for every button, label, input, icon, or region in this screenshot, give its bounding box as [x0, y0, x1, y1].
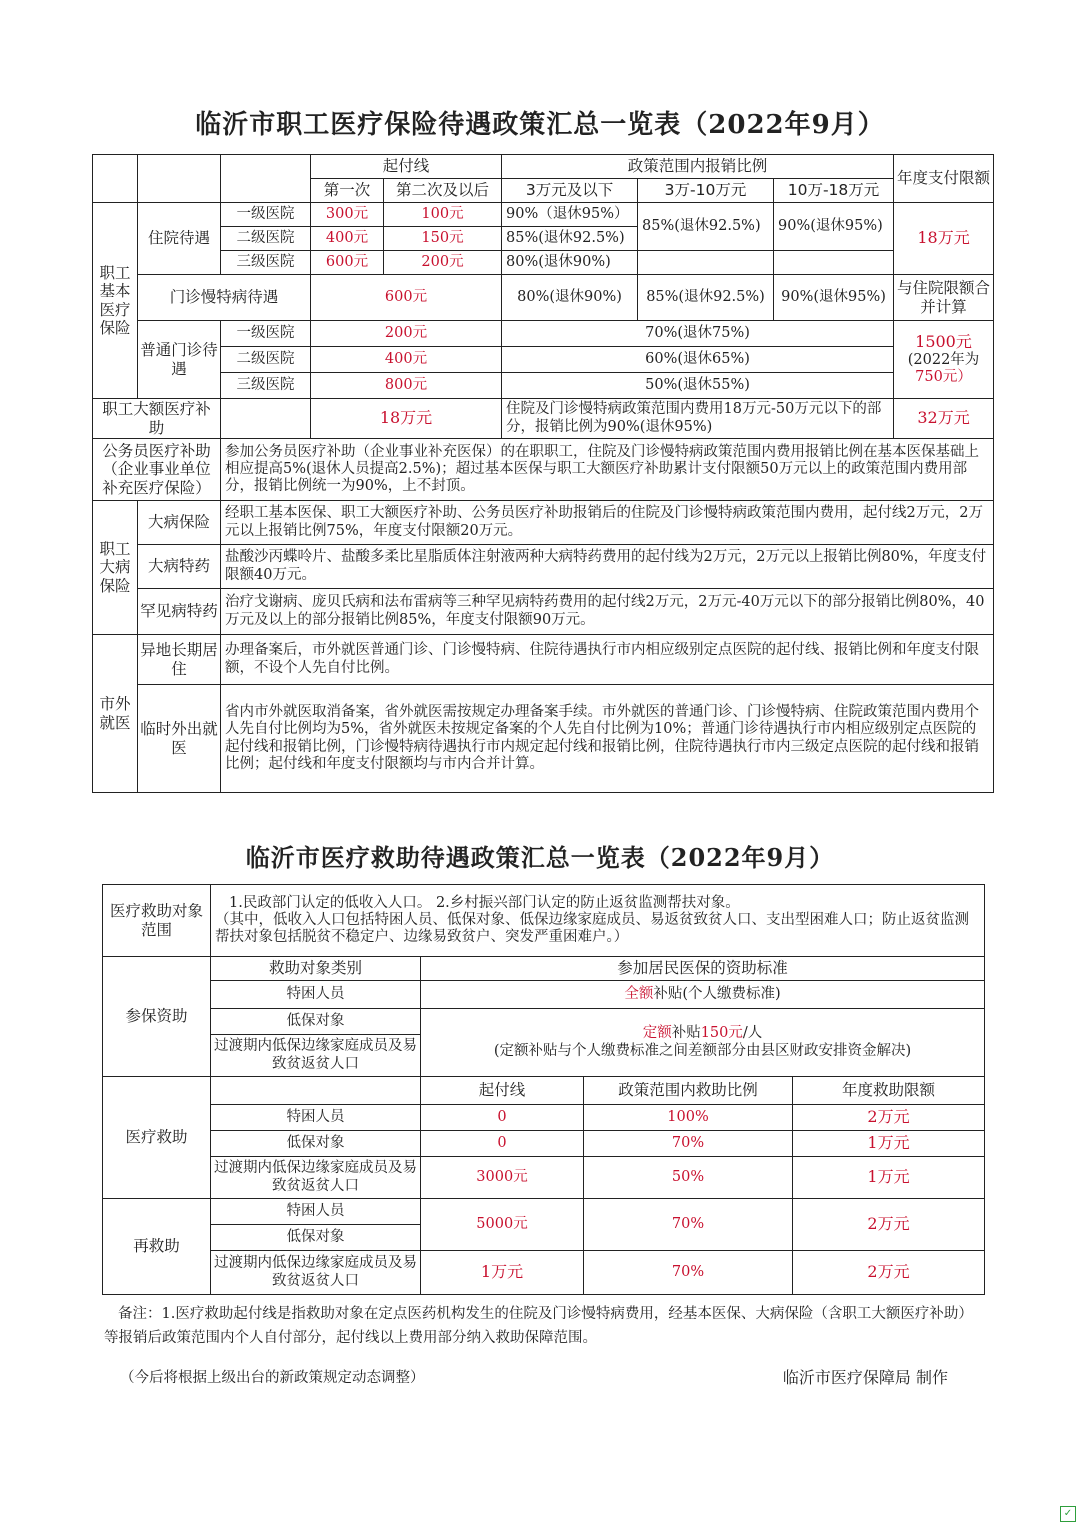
table1-title: 临沂市职工医疗保险待遇政策汇总一览表（2022年9月）: [195, 110, 885, 140]
employee-insurance-table: [92, 154, 994, 793]
large-aid-qifu: 18万元: [311, 399, 502, 439]
header-aid-standard: 参加居民医保的资助标准: [421, 957, 985, 981]
aid-scope-line-1: 1.民政部门认定的低收入人口。 2.乡村振兴部门认定的防止返贫监测帮扶对象。: [229, 894, 740, 911]
header-policy-ratio: 政策范围内报销比例: [502, 155, 894, 179]
header-qifu: 起付线: [311, 155, 502, 179]
hospital-level: 二级医院: [221, 347, 311, 373]
serious-insurance-label: 大病保险: [138, 501, 221, 545]
large-aid-label: 职工大额医疗补助: [93, 399, 221, 439]
empty-cell: [774, 251, 894, 275]
temporary-offsite-desc: 省内市外就医取消备案，省外就医需按规定办理备案手续。市外就医的普通门诊、门诊慢特病、住院政策范围内费用个人先自付比例均为5%，省外就医未按规定备案的个人先自付比例为10%；普通门诊待遇执行市内相应级别定点医院的起付线和报销比例，门诊慢特病待遇执行市内规定起付线和报销比例，住院待遇执行市内三级定点医院的起付线和报销比例；起付线和年度支付限额均与市内合并计算。: [221, 685, 994, 793]
inpatient-limit: 18万元: [894, 203, 994, 275]
category-tekun: 特困人员: [211, 1105, 421, 1131]
category-transition: 过渡期内低保边缘家庭成员及易致贫返贫人口: [211, 1251, 421, 1295]
header-blank: [221, 155, 311, 203]
category-dibao: 低保对象: [211, 1131, 421, 1157]
long-term-residence-desc: 办理备案后，市外就医普通门诊、门诊慢特病、住院待遇执行市内相应级别定点医院的起付线、报销比例和年度支付限额，不设个人先自付比例。: [221, 635, 994, 685]
outpatient-limit-value: 1500元: [915, 331, 972, 351]
inpatient-l1-first: 300元: [311, 203, 384, 227]
category-dibao: 低保对象: [211, 1225, 421, 1251]
table2-title: 临沂市医疗救助待遇政策汇总一览表（2022年9月）: [245, 843, 835, 872]
header-range-2: 3万-10万元: [638, 179, 774, 203]
large-aid-desc: 住院及门诊慢特病政策范围内费用18万元-50万元以下的部分，报销比例为90%(退休95%): [502, 399, 894, 439]
reaid-transition-limit: 2万元: [793, 1251, 985, 1295]
large-aid-limit: 32万元: [894, 399, 994, 439]
inpatient-l2-rate: 85%(退休92.5%): [502, 227, 638, 251]
aid-scope-label: 医疗救助对象范围: [103, 885, 211, 957]
insure-aid-label: 参保资助: [103, 957, 211, 1077]
civil-servant-desc: 参加公务员医疗补助（企业事业补充医保）的在职职工，住院及门诊慢特病政策范围内费用报销比例在基本医保基础上相应提高5%(退休人员提高2.5%)；超过基本医保与职工大额医疗补助累计支付限额50万元以上的政策范围内费用部分，报销比例统一为90%，上不封顶。: [221, 439, 994, 501]
header-first: 第一次: [311, 179, 384, 203]
aid-tekun-rate: 100%: [584, 1105, 793, 1131]
reaid-transition-rate: 70%: [584, 1251, 793, 1295]
aid-scope-line-2: （其中，低收入人口包括特困人员、低保对象、低保边缘家庭成员、易返贫致贫人口、支出型困难人口；防止返贫监测帮扶对象包括脱贫不稳定户、边缘易致贫户、突发严重困难户。）: [215, 911, 969, 946]
chronic-limit: 与住院限额合并计算: [894, 275, 994, 321]
chronic-label: 门诊慢特病待遇: [138, 275, 311, 321]
serious-insurance-desc: 经职工基本医保、职工大额医疗补助、公务员医疗补助报销后的住院及门诊慢特病政策范围内费用，起付线2万元，2万元以上报销比例75%，年度支付限额20万元。: [221, 501, 994, 545]
special-drug-desc: 盐酸沙丙蝶呤片、盐酸多柔比星脂质体注射液两种大病特药费用的起付线为2万元，2万元以上报销比例80%，年度支付限额40万元。: [221, 545, 994, 589]
inpatient-l2-second: 150元: [384, 227, 502, 251]
outpatient-l1-rate: 70%(退休75%): [502, 321, 894, 347]
category-tekun: 特困人员: [211, 1199, 421, 1225]
fixed-subsidy: 定额: [642, 1025, 672, 1042]
header-aid-qifu: 起付线: [421, 1077, 584, 1105]
empty-cell: [221, 399, 311, 439]
fixed-subsidy-note: (定额补贴与个人缴费标准之间差额部分由县区财政安排资金解决): [493, 1042, 912, 1059]
header-aid-limit: 年度救助限额: [793, 1077, 985, 1105]
corner-logo-icon: ✓: [1060, 1506, 1076, 1522]
long-term-residence-label: 异地长期居住: [138, 635, 221, 685]
reaid-12-limit: 2万元: [793, 1199, 985, 1251]
chronic-qifu: 600元: [311, 275, 502, 321]
outpatient-l1-qifu: 200元: [311, 321, 502, 347]
full-subsidy: 全额: [624, 985, 654, 1002]
serious-illness-label: 职工大病保险: [93, 501, 138, 635]
header-annual-limit: 年度支付限额: [894, 155, 994, 203]
aid-transition-qifu: 3000元: [421, 1157, 584, 1199]
aid-tekun-limit: 2万元: [793, 1105, 985, 1131]
special-drug-label: 大病特药: [138, 545, 221, 589]
header-blank: [138, 155, 221, 203]
header-aid-type: 救助对象类别: [211, 957, 421, 981]
chronic-rate-3: 90%(退休95%): [774, 275, 894, 321]
chronic-rate-1: 80%(退休90%): [502, 275, 638, 321]
policy-adjust-note: （今后将根据上级出台的新政策规定动态调整）: [120, 1370, 425, 1386]
inpatient-l3-rate: 80%(退休90%): [502, 251, 638, 275]
re-aid-label: 再救助: [103, 1199, 211, 1295]
outpatient-limit-note: (2022年为: [907, 351, 980, 368]
category-tekun: 特困人员: [211, 981, 421, 1009]
reaid-12-rate: 70%: [584, 1199, 793, 1251]
rare-disease-label: 罕见病特药: [138, 589, 221, 635]
inpatient-label: 住院待遇: [138, 203, 221, 275]
outpatient-l2-rate: 60%(退休65%): [502, 347, 894, 373]
hospital-level: 二级医院: [221, 227, 311, 251]
aid-scope-desc: [211, 885, 985, 957]
reaid-12-qifu: 5000元: [421, 1199, 584, 1251]
aid-dibao-limit: 1万元: [793, 1131, 985, 1157]
outpatient-l2-qifu: 400元: [311, 347, 502, 373]
header-second: 第二次及以后: [384, 179, 502, 203]
aid-dibao-rate: 70%: [584, 1131, 793, 1157]
aid-tekun-qifu: 0: [421, 1105, 584, 1131]
tekun-standard: [421, 981, 985, 1009]
category-transition: 过渡期内低保边缘家庭成员及易致贫返贫人口: [211, 1035, 421, 1077]
category-transition: 过渡期内低保边缘家庭成员及易致贫返贫人口: [211, 1157, 421, 1199]
hospital-level: 三级医院: [221, 251, 311, 275]
header-blank: [93, 155, 138, 203]
header-range-1: 3万元及以下: [502, 179, 638, 203]
inpatient-l2-first: 400元: [311, 227, 384, 251]
fixed-subsidy-text: 补贴: [671, 1025, 701, 1042]
inpatient-l1-second: 100元: [384, 203, 502, 227]
outpatient-l3-qifu: 800元: [311, 373, 502, 399]
inpatient-rate-3: 90%(退休95%): [774, 203, 894, 251]
fixed-subsidy-standard: [421, 1009, 985, 1077]
outpatient-l3-rate: 50%(退休55%): [502, 373, 894, 399]
basic-insurance-label: 职工基本医疗保险: [93, 203, 138, 399]
medical-aid-table: [102, 884, 985, 1295]
chronic-rate-2: 85%(退休92.5%): [638, 275, 774, 321]
fixed-subsidy-amount: 150元: [700, 1025, 743, 1042]
temporary-offsite-label: 临时外出就医: [138, 685, 221, 793]
outpatient-limit: [894, 321, 994, 399]
rare-disease-desc: 治疗戈谢病、庞贝氏病和法布雷病等三种罕见病特药费用的起付线2万元，2万元-40万元以下的部分报销比例80%，40万元及以上的部分报销比例85%，年度支付限额90万元。: [221, 589, 994, 635]
aid-dibao-qifu: 0: [421, 1131, 584, 1157]
footnote: 备注：1.医疗救助起付线是指救助对象在定点医药机构发生的住院及门诊慢特病费用，经基本医保、大病保险（含职工大额医疗补助）等报销后政策范围内个人自付部分，起付线以上费用部分纳入救助保障范围。: [104, 1306, 973, 1346]
inpatient-rate-2: 85%(退休92.5%): [638, 203, 774, 251]
aid-transition-rate: 50%: [584, 1157, 793, 1199]
hospital-level: 三级医院: [221, 373, 311, 399]
hospital-level: 一级医院: [221, 321, 311, 347]
publisher: 临沂市医疗保障局 制作: [782, 1368, 948, 1387]
header-aid-rate: 政策范围内救助比例: [584, 1077, 793, 1105]
header-range-3: 10万-18万元: [774, 179, 894, 203]
medical-aid-label: 医疗救助: [103, 1077, 211, 1199]
fixed-subsidy-unit: /人: [742, 1025, 763, 1042]
offsite-label: 市外就医: [93, 635, 138, 793]
inpatient-l1-rate: 90%（退休95%）: [502, 203, 638, 227]
category-dibao: 低保对象: [211, 1009, 421, 1035]
inpatient-l3-first: 600元: [311, 251, 384, 275]
hospital-level: 一级医院: [221, 203, 311, 227]
empty-cell: [638, 251, 774, 275]
aid-transition-limit: 1万元: [793, 1157, 985, 1199]
outpatient-label: 普通门诊待遇: [138, 321, 221, 399]
civil-servant-label: 公务员医疗补助（企业事业单位补充医疗保险）: [93, 439, 221, 501]
inpatient-l3-second: 200元: [384, 251, 502, 275]
full-subsidy-text: 补贴(个人缴费标准): [653, 985, 781, 1002]
reaid-transition-qifu: 1万元: [421, 1251, 584, 1295]
empty-cell: [211, 1077, 421, 1105]
outpatient-limit-note-2: 750元）: [915, 368, 972, 385]
